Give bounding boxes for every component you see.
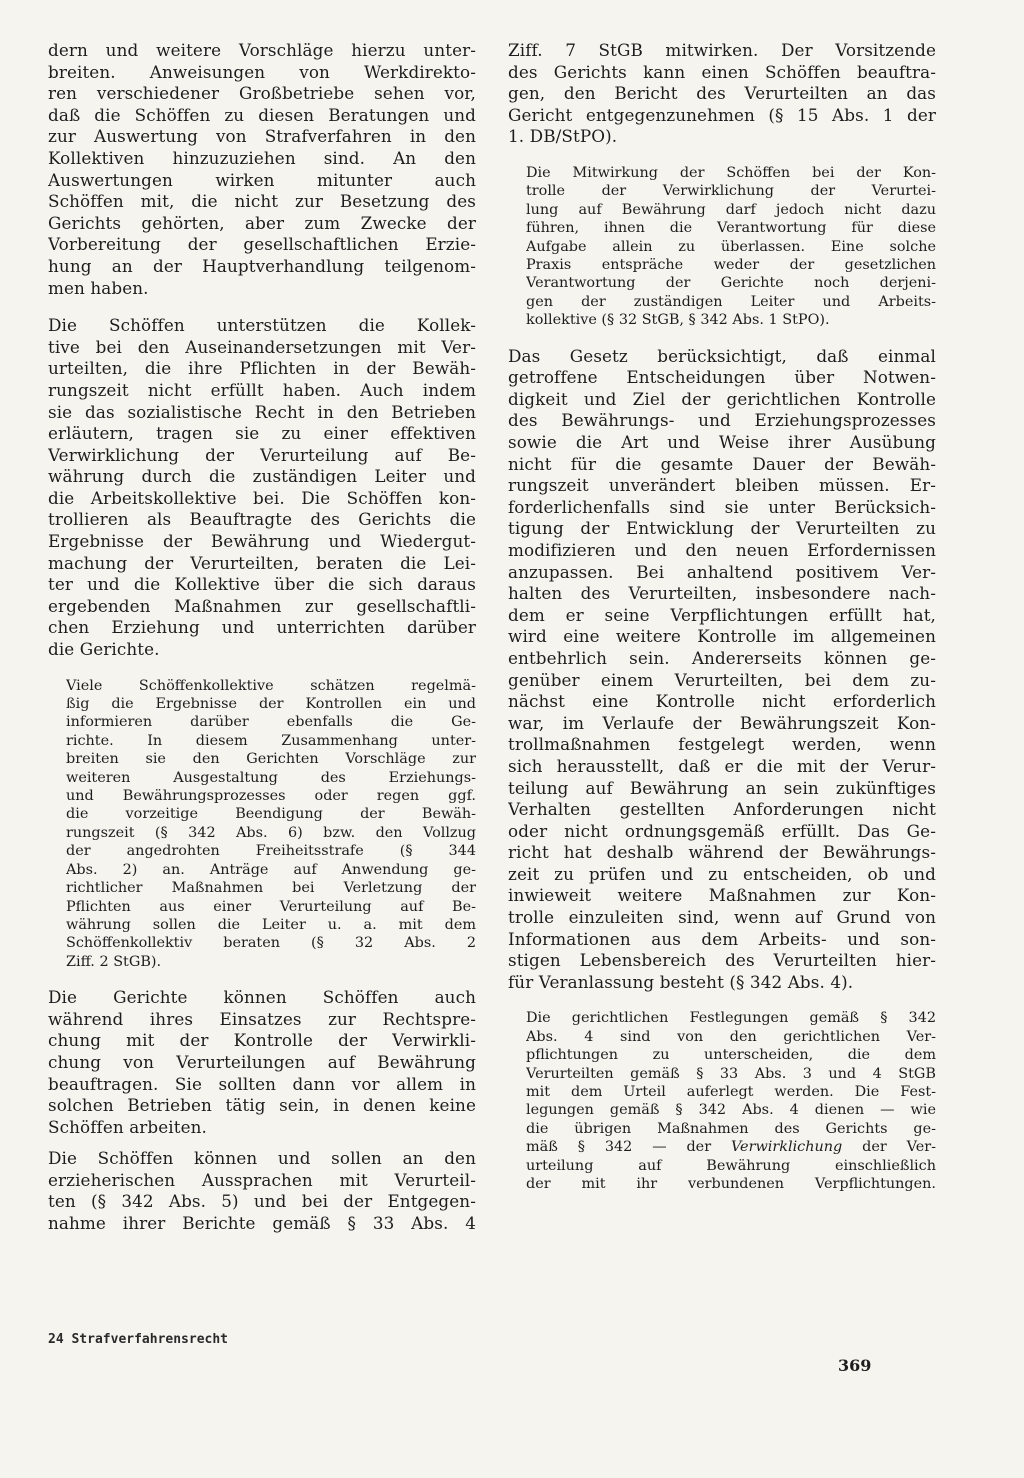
text-line: urteilung auf Bewährung einschließlich — [526, 1157, 936, 1174]
text-line: Die Schöffen können und sollen an den — [48, 1148, 476, 1169]
text-line: richte. In diesem Zusammenhang unter- — [66, 732, 476, 749]
text-line: sowie die Art und Weise ihrer Ausübung — [508, 432, 936, 452]
text-line: ergebenden Maßnahmen zur gesellschaftli- — [48, 595, 476, 616]
text-line: der angedrohten Freiheitsstrafe (§ 344 — [66, 843, 476, 860]
text-line: breiten. Anweisungen von Werkdirekto- — [48, 61, 476, 82]
text-line: anzupassen. Bei anhaltend positivem Ver- — [508, 561, 936, 582]
text-line: ter und die Kollektive über die sich daraus — [48, 574, 476, 595]
text-line: tive bei den Auseinandersetzungen mit Ver- — [48, 336, 476, 357]
left-paragraph-4 — [48, 1148, 476, 1234]
text-line: informieren darüber ebenfalls die Ge- — [66, 714, 476, 731]
text-line: führen, ihnen die Verantwortung für diese — [526, 220, 936, 237]
text-line: breiten sie den Gerichten Vorschläge zur — [66, 751, 476, 768]
text-line: Schöffen mit, die nicht zur Besetzung des — [48, 191, 476, 212]
text-line: für Veranlassung besteht (§ 342 Abs. 4). — [508, 971, 854, 992]
text-line: rungszeit nicht erfüllt haben. Auch indem — [48, 379, 476, 400]
text-line: die übrigen Maßnahmen des Gerichts ge- — [526, 1120, 936, 1137]
text-line: ten (§ 342 Abs. 5) und bei der Entgegen- — [48, 1191, 476, 1212]
left-small-paragraph — [48, 677, 476, 972]
text-line: dern und weitere Vorschläge hierzu unter- — [48, 40, 476, 60]
text-line: Schöffen arbeiten. — [48, 1116, 207, 1137]
text-line: inwieweit weitere Maßnahmen zur Kon- — [508, 885, 936, 906]
text-line: dem er seine Verpflichtungen erfüllt hat, — [508, 604, 936, 625]
text-line: ßig die Ergebnisse der Kontrollen ein und — [66, 696, 476, 713]
text-line: Viele Schöffenkollektive schätzen regelmä- — [66, 677, 476, 694]
text-line: trolle einzuleiten sind, wenn auf Grund von — [508, 907, 936, 928]
text-line: kollektive (§ 32 StGB, § 342 Abs. 1 StPO). — [526, 312, 830, 329]
text-line: richtlicher Maßnahmen bei Verletzung der — [66, 880, 476, 897]
text-line: Die Gerichte können Schöffen auch — [48, 987, 476, 1008]
text-line: Verwirklichung der Verurteilung auf Be- — [48, 444, 476, 465]
text-line: sich herausstellt, daß er die mit der Verur- — [508, 755, 936, 776]
right-paragraph-1 — [508, 40, 936, 148]
text-line: trolle der Verwirklichung der Verurtei- — [526, 183, 936, 200]
left-paragraph-3 — [48, 987, 476, 1138]
text-line: mäß § 342 — der Verwirklichung der Ver- — [526, 1139, 936, 1156]
text-line: des Gerichts kann einen Schöffen beauftra- — [508, 61, 936, 82]
text-line: men haben. — [48, 277, 149, 298]
text-line: Pflichten aus einer Verurteilung auf Be- — [66, 898, 476, 915]
text-line: rungszeit (§ 342 Abs. 6) bzw. den Vollzug — [66, 824, 476, 841]
text-line: modifizieren und den neuen Erfordernissen — [508, 539, 936, 560]
text-line: chung von Verurteilungen auf Bewährung — [48, 1051, 476, 1072]
text-line: teilung auf Bewährung an sein zukünftiges — [508, 777, 936, 798]
left-paragraph-2 — [48, 315, 476, 661]
text-line: gen, den Bericht des Verurteilten an das — [508, 83, 936, 104]
text-line: zeit zu prüfen und zu entscheiden, ob und — [508, 863, 936, 884]
text-line: ren verschiedener Großbetriebe sehen vor, — [48, 83, 476, 104]
text-line: nächst eine Kontrolle nicht erforderlich — [508, 691, 936, 712]
text-line: Die Schöffen unterstützen die Kollek- — [48, 315, 476, 336]
text-line: Die Mitwirkung der Schöffen bei der Kon- — [526, 164, 936, 181]
text-line: zur Auswertung von Strafverfahren in den — [48, 126, 476, 147]
text-line: nicht für die gesamte Dauer der Bewäh- — [508, 453, 936, 474]
text-line: Schöffenkollektiv beraten (§ 32 Abs. 2 — [66, 935, 476, 952]
text-line: chung mit der Kontrolle der Verwirkli- — [48, 1030, 476, 1051]
text-line: legungen gemäß § 342 Abs. 4 dienen — wie — [526, 1102, 936, 1119]
right-column — [508, 40, 936, 1194]
text-line: war, im Verlaufe der Bewährungszeit Kon- — [508, 712, 936, 733]
text-line: erläutern, tragen sie zu einer effektiven — [48, 423, 476, 444]
text-line: getroffene Entscheidungen über Notwen- — [508, 367, 936, 388]
text-line: forderlichenfalls sind sie unter Berücksich- — [508, 496, 936, 517]
text-line: oder nicht ordnungsgemäß erfüllt. Das Ge- — [508, 820, 936, 841]
text-line: Kollektiven hinzuzuziehen sind. An den — [48, 147, 476, 168]
text-line: mit dem Urteil auferlegt werden. Die Fest- — [526, 1084, 936, 1101]
right-paragraph-2 — [508, 346, 936, 994]
text-line: lung auf Bewährung darf jedoch nicht dazu — [526, 201, 936, 218]
text-line: solchen Betrieben tätig sein, in denen keine — [48, 1095, 476, 1116]
text-line: gen der zuständigen Leiter und Arbeits- — [526, 293, 936, 310]
printer-signature: 24 Strafverfahrensrecht — [48, 1332, 229, 1347]
text-line: Die gerichtlichen Festlegungen gemäß § 342 — [526, 1010, 936, 1027]
text-line: Abs. 4 sind von den gerichtlichen Ver- — [526, 1028, 936, 1045]
text-line: Verurteilten gemäß § 33 Abs. 3 und 4 StGB — [526, 1065, 936, 1082]
text-line: der mit ihr verbundenen Verpflichtungen. — [526, 1176, 936, 1193]
text-line: sie das sozialistische Recht in den Betrieben — [48, 401, 476, 422]
text-line: Auswertungen wirken mitunter auch — [48, 169, 476, 190]
text-line: pflichtungen zu unterscheiden, die dem — [526, 1047, 936, 1064]
text-line: Ergebnisse der Bewährung und Wiedergut- — [48, 531, 476, 552]
text-line: Aufgabe allein zu überlassen. Eine solche — [526, 238, 936, 255]
text-line: trollieren als Beauftragte des Gerichts die — [48, 509, 476, 530]
text-line: Gericht entgegenzunehmen (§ 15 Abs. 1 der — [508, 104, 936, 125]
right-small-paragraph-2 — [508, 1009, 936, 1193]
text-line: Ziff. 2 StGB). — [66, 953, 162, 970]
text-line: digkeit und Ziel der gerichtlichen Kontrolle — [508, 388, 936, 409]
text-line: des Bewährungs- und Erziehungsprozesses — [508, 410, 936, 431]
text-line: urteilten, die ihre Pflichten in der Bewäh- — [48, 358, 476, 379]
text-line: währung durch die zuständigen Leiter und — [48, 466, 476, 487]
text-line: Praxis entspräche weder der gesetzlichen — [526, 257, 936, 273]
right-small-paragraph-1 — [508, 164, 936, 330]
text-line: die Gerichte. — [48, 639, 160, 660]
text-line: nahme ihrer Berichte gemäß § 33 Abs. 4 — [48, 1213, 476, 1234]
text-line: entbehrlich sein. Andererseits können ge- — [508, 647, 936, 668]
text-line: genüber einem Verurteilten, bei dem zu- — [508, 669, 936, 690]
text-line: richt hat deshalb während der Bewährungs- — [508, 842, 936, 863]
emphasis-text: Verwirklichung — [730, 1139, 843, 1156]
text-line: trollmaßnahmen festgelegt werden, wenn — [508, 734, 936, 755]
text-line: Vorbereitung der gesellschaftlichen Erzie- — [48, 234, 476, 255]
left-column — [48, 40, 476, 1235]
text-line: die vorzeitige Beendigung der Bewäh- — [66, 806, 476, 823]
text-line: stigen Lebensbereich des Verurteilten hier- — [508, 950, 936, 971]
text-line: erzieherischen Aussprachen mit Verurteil- — [48, 1169, 476, 1190]
text-line: die Arbeitskollektive bei. Die Schöffen kon- — [48, 487, 476, 508]
text-line: währung sollen die Leiter u. a. mit dem — [66, 916, 476, 933]
text-line: Das Gesetz berücksichtigt, daß einmal — [508, 345, 936, 366]
text-line: machung der Verurteilten, beraten die Lei- — [48, 552, 476, 573]
text-line: Abs. 2) an. Anträge auf Anwendung ge- — [66, 861, 476, 878]
text-line: Informationen aus dem Arbeits- und son- — [508, 928, 936, 949]
text-line: während ihres Einsatzes zur Rechtspre- — [48, 1008, 476, 1029]
text-line: halten des Verurteilten, insbesondere nach- — [508, 583, 936, 604]
text-line: Verantwortung der Gerichte noch derjeni- — [526, 275, 936, 292]
text-line: und Bewährungsprozesses oder regen ggf. — [66, 788, 476, 805]
text-line: weiteren Ausgestaltung des Erziehungs- — [66, 769, 476, 786]
text-line: daß die Schöffen zu diesen Beratungen und — [48, 104, 476, 125]
text-line: tigung der Entwicklung der Verurteilten zu — [508, 518, 936, 539]
text-line: wird eine weitere Kontrolle im allgemeinen — [508, 626, 936, 647]
text-line: beauftragen. Sie sollten dann vor allem in — [48, 1073, 476, 1094]
text-line: rungszeit unverändert bleiben müssen. Er- — [508, 475, 936, 496]
left-paragraph-1 — [48, 40, 476, 299]
page-number: 369 — [838, 1356, 872, 1375]
text-line: Gerichts gehörten, aber zum Zwecke der — [48, 212, 476, 233]
text-line: chen Erziehung und unterrichten darüber — [48, 617, 476, 638]
text-line: hung an der Hauptverhandlung teilgenom- — [48, 255, 476, 276]
text-line: Verhalten gestellten Anforderungen nicht — [508, 799, 936, 820]
text-line: Ziff. 7 StGB mitwirken. Der Vorsitzende — [508, 40, 936, 60]
text-line: 1. DB/StPO). — [508, 126, 618, 147]
